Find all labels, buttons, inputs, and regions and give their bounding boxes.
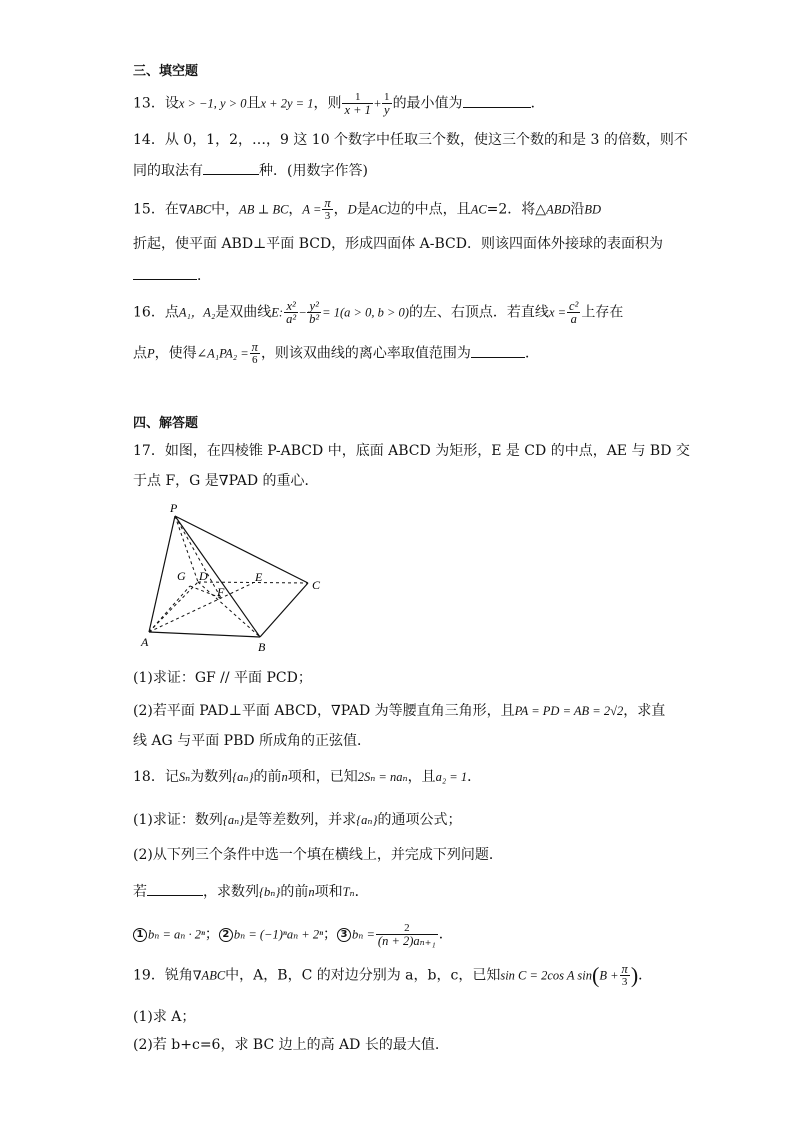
q15-AC: AC — [470, 202, 487, 217]
question-18-part-1 — [133, 810, 462, 830]
question-15-line-2: 折起，使平面 ABD⊥平面 BCD，形成四面体 A-BCD．则该四面体外接球的表面积为 — [133, 236, 663, 252]
left-paren: ( — [592, 962, 600, 988]
q18-text: 是等差数列，并求 — [244, 812, 357, 828]
triangle-symbol: ∇ABC — [192, 968, 226, 983]
q15-perp: AB ⊥ BC — [239, 202, 289, 217]
q16-text: 16．点 — [133, 304, 179, 321]
q18-text: ． — [467, 769, 482, 785]
q19-B: B + — [599, 968, 619, 983]
question-17-line-1: 17．如图，在四棱锥 P-ABCD 中，底面 ABCD 为矩形，E 是 CD 的中点，AE 与 BD 交 — [133, 443, 690, 459]
q18-text: ． — [354, 884, 369, 900]
q18-text: ，且 — [407, 769, 436, 785]
question-18-line-4 — [133, 881, 369, 902]
q13-fraction-2: $\frac{1}{y}$ — [384, 91, 390, 117]
q13-text: 且 — [246, 95, 261, 112]
right-paren: ) — [630, 962, 639, 988]
question-17-part-1: (1)求证：GF // 平面 PCD； — [133, 670, 312, 686]
q18-text: 18．记 — [133, 769, 179, 785]
q17-text: ，求直 — [623, 703, 666, 719]
label-D: D — [199, 569, 208, 583]
q15-end: ． — [197, 268, 211, 284]
answer-blank[interactable] — [133, 265, 197, 280]
q16-equation: = 1(a > 0, b > 0) — [322, 305, 409, 320]
q18-Sn: Sₙ — [178, 770, 191, 784]
question-19-line-1 — [133, 963, 652, 988]
q15-BD: BD — [584, 202, 602, 217]
q16-end: ． — [524, 345, 539, 362]
answer-blank[interactable] — [471, 343, 525, 358]
q16-text: 点 — [133, 345, 147, 362]
pyramid-figure — [136, 500, 336, 660]
q17-text: (2)若平面 PAD⊥平面 ABCD，∇PAD 为等腰直角三角形，且 — [133, 703, 515, 719]
q15-text: 是 — [356, 201, 371, 218]
label-G: G — [177, 569, 186, 583]
label-B: B — [258, 640, 266, 654]
q15-text: 边的中点，且 — [386, 201, 471, 218]
question-18-line-1 — [133, 767, 481, 787]
label-C: C — [312, 578, 321, 592]
q18-text: 项和 — [314, 884, 343, 900]
question-18-part-2: (2)从下列三个条件中选一个填在横线上，并完成下列问题． — [133, 847, 503, 863]
option-3-fraction: $\frac{2}{\text{(n + 2)aₙ₊₁}}$ — [377, 922, 436, 948]
label-A: A — [141, 635, 149, 649]
q15-pi-over-3: $\frac{\pi}{3}$ — [324, 196, 331, 222]
q18-text: 的前 — [253, 769, 282, 785]
q16-P: P — [147, 346, 155, 361]
q13-condition: x > −1, y > 0 — [178, 96, 247, 111]
question-16-line-1 — [133, 300, 623, 325]
q18-text: (1)求证：数列 — [133, 812, 223, 828]
q19-pi-over-3: $\frac{\pi}{3}$ — [621, 962, 628, 988]
q16-c2-over-a: $\frac{\text{c²}}{a}$ — [569, 299, 579, 326]
question-17-part-2-line-2: 线 AG 与平面 PBD 所成角的正弦值． — [133, 733, 372, 749]
q13-equation: x + 2y = 1 — [260, 96, 314, 111]
q14-text: 同的取法有 — [133, 163, 203, 179]
q16-vertices: A₁，A₂ — [178, 305, 216, 320]
triangle-symbol: ∇ABC — [178, 202, 212, 217]
q16-y2-over-b2: $\frac{\text{y²}}{\text{b²}}$ — [309, 299, 320, 326]
question-14-line-1: 14．从 0，1，2，…，9 这 10 个数字中任取三个数，使这三个数的和是 3 的倍数，则不 — [133, 132, 688, 148]
question-17-line-2: 于点 F，G 是∇PAD 的重心． — [133, 473, 319, 489]
q15-ABD: ABD — [546, 202, 571, 217]
q16-text: ，使得 — [154, 345, 197, 362]
q15-AC: AC — [370, 202, 387, 217]
answer-blank[interactable] — [463, 93, 531, 108]
q19-text: 中，A，B，C 的对边分别为 a，b，c，已知 — [225, 967, 501, 984]
q18-n: n — [281, 770, 288, 784]
q19-equation: sin C = 2cos A sin — [500, 968, 593, 983]
question-17-part-2 — [133, 701, 665, 721]
q16-text: 是双曲线 — [215, 304, 272, 321]
q13-text: ，则 — [313, 95, 342, 112]
q18-text: 项和，已知 — [287, 769, 358, 785]
q18-text: ，求数列 — [203, 884, 259, 900]
q15-text: =2．将△ — [486, 201, 547, 218]
q18-an: {aₙ} — [232, 770, 254, 784]
q18-a2: a₂ = 1 — [435, 770, 468, 784]
q13-plus: + — [373, 96, 381, 111]
answer-blank[interactable] — [203, 160, 259, 175]
q15-text: 中， — [211, 201, 240, 218]
q16-line: x = — [548, 305, 567, 320]
question-15-line-3 — [133, 265, 211, 286]
question-13 — [133, 91, 545, 116]
question-18-options — [133, 922, 453, 947]
section-title-fill-blank: 三、填空题 — [133, 64, 199, 79]
q19-text: 19．锐角 — [133, 967, 193, 984]
answer-blank[interactable] — [147, 881, 203, 896]
q18-n: n — [308, 885, 315, 899]
option-3-marker: 3 — [337, 928, 351, 942]
q19-end: ． — [638, 967, 653, 984]
q13-prefix: 13．设 — [133, 95, 179, 112]
q16-text: 的左、右顶点．若直线 — [408, 304, 549, 321]
q13-end: ． — [530, 95, 545, 112]
q18-Tn: Tₙ — [342, 885, 355, 899]
option-1-formula: bₙ = aₙ · 2ⁿ — [148, 927, 205, 942]
question-19-part-2: (2)若 b+c=6，求 BC 边上的高 AD 长的最大值. — [133, 1037, 440, 1053]
q16-x2-over-a2: $\frac{\text{x²}}{\text{a²}}$ — [286, 299, 297, 326]
section-title-answer: 四、解答题 — [133, 416, 199, 431]
label-E: E — [255, 570, 263, 584]
label-F: F — [217, 585, 225, 599]
q14-text: 种．(用数字作答) — [259, 163, 368, 179]
q18-text: 的前 — [280, 884, 309, 900]
q15-text: ， — [288, 201, 303, 218]
q18-separator: ； — [323, 926, 338, 943]
question-16-line-2 — [133, 341, 539, 366]
q15-text: 15．在 — [133, 201, 179, 218]
q18-text: 为数列 — [190, 769, 233, 785]
q15-D: D — [347, 202, 357, 217]
q16-text: 上存在 — [581, 304, 624, 321]
q16-minus: − — [299, 305, 307, 320]
q15-text: 沿 — [570, 201, 585, 218]
q15-text: ， — [333, 201, 348, 218]
q18-end: ． — [438, 926, 453, 943]
q16-angle: ∠A₁PA₂ = — [196, 346, 249, 361]
q18-bn: {bₙ} — [259, 885, 281, 899]
q16-E: E: — [271, 305, 284, 320]
q18-equation: 2Sₙ = naₙ — [357, 770, 408, 784]
q18-separator: ； — [204, 926, 219, 943]
q17-equation: PA = PD = AB = 2√2 — [514, 704, 624, 718]
q16-pi-over-6: $\frac{\pi}{6}$ — [251, 340, 258, 366]
question-14-line-2 — [133, 160, 368, 181]
q15-angle: A = — [302, 202, 322, 217]
q16-text: ，则该双曲线的离心率取值范围为 — [260, 345, 471, 362]
option-2-formula: bₙ = (−1)ⁿaₙ + 2ⁿ — [233, 927, 324, 942]
q13-fraction-1: $\frac{1}{x + 1}$ — [344, 91, 371, 117]
option-3-lhs: bₙ = — [352, 927, 375, 942]
label-P: P — [170, 501, 178, 515]
option-2-marker: 2 — [219, 928, 233, 942]
q18-an: {aₙ} — [222, 813, 245, 827]
question-15-line-1 — [133, 197, 601, 222]
q13-text: 的最小值为 — [392, 95, 463, 112]
question-19-part-1: (1)求 A； — [133, 1009, 196, 1025]
q18-an: {aₙ} — [356, 813, 378, 827]
option-1-marker: 1 — [133, 928, 147, 942]
q18-text: 的通项公式； — [377, 812, 462, 828]
q18-text: 若 — [133, 884, 147, 900]
